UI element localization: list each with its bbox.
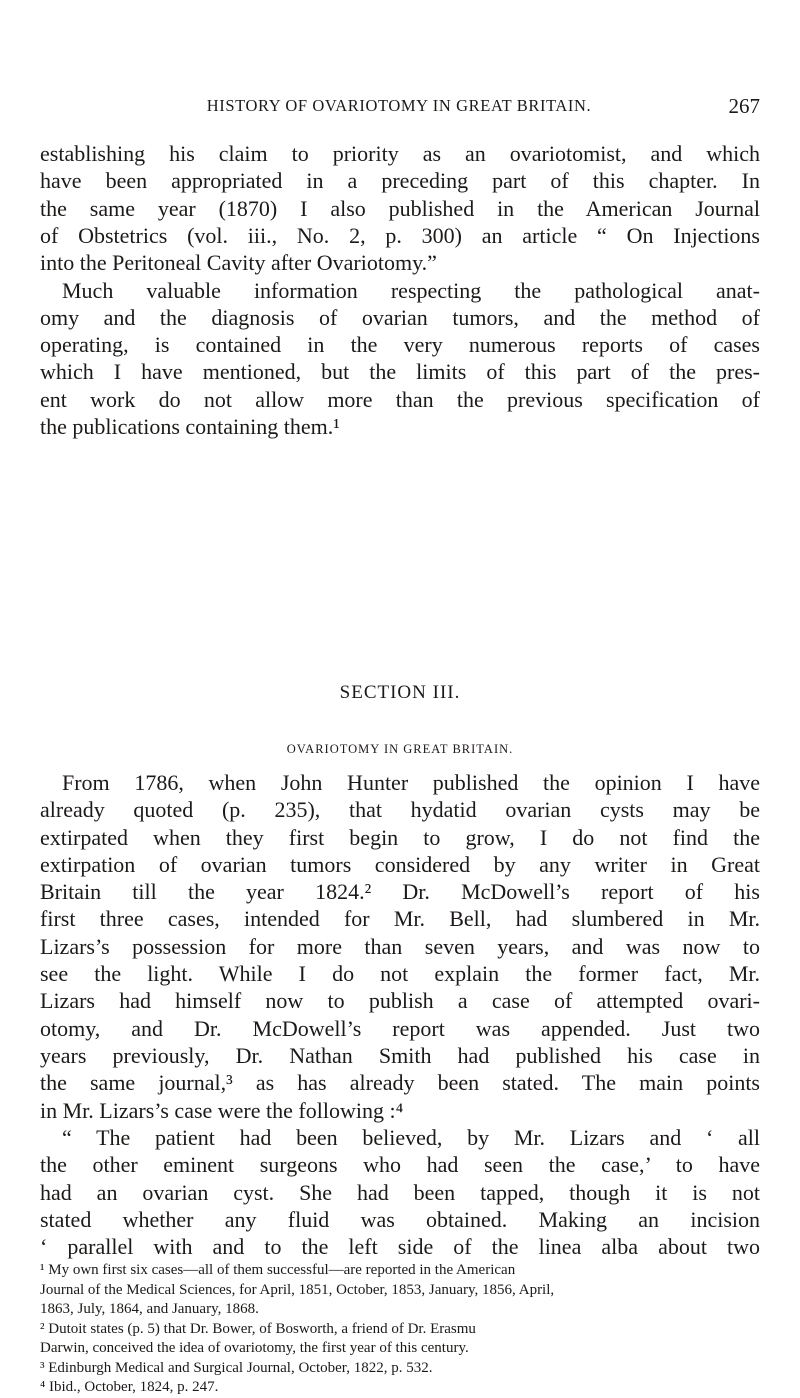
text-line: stated whether any fluid was obtained. Making an incision [40,1206,760,1232]
text-line: first three cases, intended for Mr. Bell, had slumbered in Mr. [40,906,760,932]
section-heading: SECTION III. [339,682,461,703]
section-subheading: OVARIOTOMY IN GREAT BRITAIN. [286,742,514,756]
text-line: have been appropriated in a preceding part of this chapter. In [40,168,760,194]
text-line: the same journal,³ as has already been stated. The main points [40,1070,760,1096]
footnotes [40,1261,760,1398]
footnote-1-line: 1863, July, 1864, and January, 1868. [40,1301,259,1317]
text-line: in Mr. Lizars’s case were the following :⁴ [40,1097,404,1123]
page-number: 267 [728,94,760,118]
text-line: extirpation of ovarian tumors considered by any writer in Great [40,851,760,877]
text-line: ent work do not allow more than the previous specification of [40,386,760,412]
page-header [40,96,760,124]
text-line: Lizars had himself now to publish a case of attempted ovari- [40,988,760,1014]
text-line: Much valuable information respecting the pathological anat- [62,277,760,303]
paragraph-4 [40,1124,760,1260]
paragraph-3 [40,769,760,1124]
text-line: which I have mentioned, but the limits of this part of the pres- [40,359,760,385]
footnote-1-line: Journal of the Medical Sciences, for April, 1851, October, 1853, January, 1856, April, [40,1281,555,1298]
text-line: Lizars’s possession for more than seven years, and was now to [40,933,760,959]
footnote-1-line: ¹ My own first six cases—all of them successful—are reported in the American [40,1262,516,1278]
text-line: already quoted (p. 235), that hydatid ovarian cysts may be [40,797,760,823]
running-title: HISTORY OF OVARIOTOMY IN GREAT BRITAIN. [206,96,592,115]
paragraph-2 [40,277,760,441]
text-line: establishing his claim to priority as an ovariotomist, and which [40,141,760,166]
footnote-2-line: ² Dutoit states (p. 5) that Dr. Bower, of Bosworth, a friend of Dr. Erasmu [40,1320,476,1337]
text-line: Britain till the year 1824.² Dr. McDowell’s report of his [40,879,760,905]
text-line: “ The patient had been believed, by Mr. Lizars and ‘ all [62,1125,760,1150]
text-line: of Obstetrics (vol. iii., No. 2, p. 300) an article “ On Injections [40,222,760,248]
text-line: into the Peritoneal Cavity after Ovariotomy.” [40,250,437,276]
text-line: extirpated when they first begin to grow, I do not find the [40,824,760,850]
text-line: the same year (1870) I also published in the American Journal [40,195,760,221]
text-line: see the light. While I do not explain the former fact, Mr. [40,961,760,987]
footnote-3: ³ Edinburgh Medical and Surgical Journal, October, 1822, p. 532. [40,1359,433,1376]
book-page [40,0,760,1395]
footnote-4: ⁴ Ibid., October, 1824, p. 247. [40,1379,219,1395]
text-line: had an ovarian cyst. She had been tapped, though it is not [40,1179,760,1205]
text-line: the publications containing them.¹ [40,413,340,439]
text-line: years previously, Dr. Nathan Smith had published his case in [40,1042,760,1068]
text-line: From 1786, when John Hunter published the opinion I have [62,770,760,795]
text-line: the other eminent surgeons who had seen the case,’ to have [40,1152,760,1178]
footnote-2-line: Darwin, conceived the idea of ovariotomy, the first year of this century. [40,1340,469,1356]
paragraph-1 [40,140,760,276]
text-line: ‘ parallel with and to the left side of the linea alba about two [40,1234,760,1260]
text-line: omy and the diagnosis of ovarian tumors, and the method of [40,304,760,330]
text-line: operating, is contained in the very numerous reports of cases [40,332,760,358]
text-line: otomy, and Dr. McDowell’s report was appended. Just two [40,1015,760,1041]
